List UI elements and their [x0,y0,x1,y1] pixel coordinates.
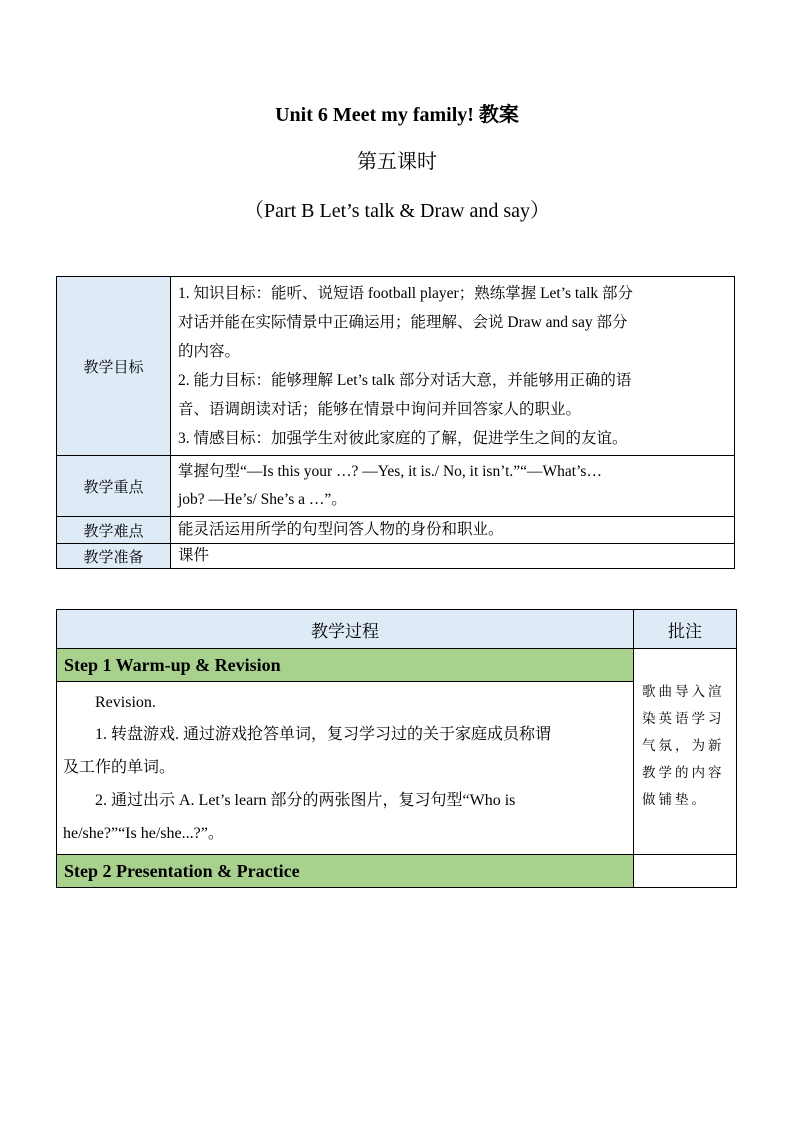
table-row [57,610,737,649]
table-row [57,277,735,456]
header-teaching-process: 教学过程 [57,610,634,649]
table-row [57,544,735,569]
goal-line: 2. 能力目标：能够理解 Let’s talk 部分对话大意，并能够用正确的语 [178,372,632,389]
header-notes: 批注 [634,610,737,649]
table-row [57,456,735,517]
goals-content [171,277,735,456]
lesson-part: （Part B Let’s talk & Draw and say） [243,200,551,222]
goal-line: 对话并能在实际情景中正确运用；能理解、会说 Draw and say 部分 [178,314,628,331]
step-1-title: Step 1 Warm-up & Revision [57,649,634,682]
key-points-content [171,456,735,517]
goal-line: 3. 情感目标：加强学生对彼此家庭的了解，促进学生之间的友谊。 [178,430,628,447]
row-label-preparation: 教学准备 [57,544,171,569]
table-row [57,855,737,888]
difficulties-content [171,517,735,544]
step-line: he/she?”“Is he/she...?”。 [63,825,224,842]
goal-line: 的内容。 [178,343,241,360]
difficulty-line: 能灵活运用所学的句型问答人物的身份和职业。 [178,521,504,538]
step-line: Revision. [95,694,156,711]
key-point-line: 掌握句型“—Is this your …? —Yes, it is./ No, it isn’t.”“—What’s… [178,463,602,480]
table-row [57,649,737,682]
step-line: 及工作的单词。 [63,759,176,776]
step-2-title: Step 2 Presentation & Practice [57,855,634,888]
step-line: 2. 通过出示 A. Let’s learn 部分的两张图片，复习句型“Who is [95,792,516,809]
teaching-goals-table [56,276,735,569]
row-label-key-points: 教学重点 [57,456,171,517]
step-1-note: 歌曲导入渲染英语学习气氛，为新教学的内容做铺垫。 [634,649,737,855]
preparation-line: 课件 [178,547,210,564]
document-title: Unit 6 Meet my family! 教案 [275,104,519,126]
goal-line: 音、语调朗读对话；能够在情景中询问并回答家人的职业。 [178,401,582,418]
row-label-goals: 教学目标 [57,277,171,456]
goal-line: 1. 知识目标：能听、说短语 football player；熟练掌握 Let’s talk 部分 [178,285,634,302]
step-1-content [57,682,634,855]
step-2-note [634,855,737,888]
row-label-difficulties: 教学难点 [57,517,171,544]
lesson-number: 第五课时 [357,149,437,173]
preparation-content [171,544,735,569]
table-row [57,517,735,544]
teaching-process-table [56,609,737,888]
key-point-line: job? —He’s/ She’s a …”。 [178,491,347,508]
step-line: 1. 转盘游戏. 通过游戏抢答单词，复习学习过的关于家庭成员称谓 [95,726,552,743]
